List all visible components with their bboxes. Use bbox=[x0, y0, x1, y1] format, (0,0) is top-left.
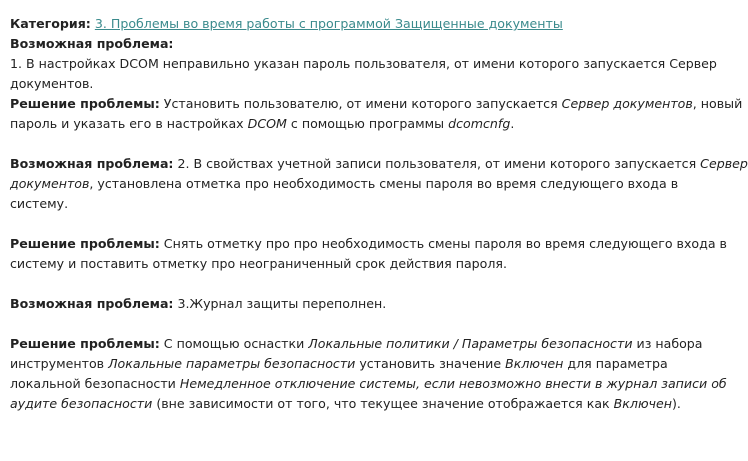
solution-3-line-2 bbox=[10, 354, 668, 374]
solution-1-label: Решение проблемы: bbox=[10, 96, 160, 111]
problem-3-text: 3.Журнал защиты переполнен. bbox=[173, 296, 387, 311]
solution-1-text-a: Установить пользователю, от имени которого запускается bbox=[159, 96, 562, 111]
problem-2-line-3: систему. bbox=[10, 196, 69, 211]
solution-3-text-a: С помощью оснастки bbox=[159, 336, 309, 351]
solution-3-term-audit: аудите безопасности bbox=[10, 396, 153, 411]
problem-2-line-1 bbox=[10, 154, 748, 174]
solution-3-text-c: инструментов bbox=[10, 356, 109, 371]
problem-2-line-2 bbox=[10, 174, 679, 194]
solution-3-label: Решение проблемы: bbox=[10, 336, 160, 351]
solution-1-term-server: Сервер документов bbox=[561, 96, 693, 111]
category-line bbox=[10, 14, 658, 34]
solution-1-line-2 bbox=[10, 114, 658, 134]
problem-1-text-line-2: документов. bbox=[10, 76, 94, 91]
problem-2-term-documents: документов bbox=[10, 176, 90, 191]
solution-2-label: Решение проблемы: bbox=[10, 236, 160, 251]
spacer bbox=[10, 214, 658, 234]
solution-3-term-shutdown: Немедленное отключение системы, если невозможно внести в журнал записи об bbox=[179, 376, 727, 391]
spacer bbox=[10, 314, 658, 334]
solution-1-text-c: пароль и указать его в настройках bbox=[10, 116, 248, 131]
solution-2-line-1 bbox=[10, 234, 727, 254]
solution-3-line-1 bbox=[10, 334, 703, 354]
problem-2-term-server: Сервер bbox=[700, 156, 748, 171]
problem-3-line bbox=[10, 294, 658, 314]
solution-3-text-d: установить значение bbox=[355, 356, 506, 371]
category-label: Категория: bbox=[10, 16, 91, 31]
solution-1-text-b: , новый bbox=[692, 96, 743, 111]
solution-1-line-1 bbox=[10, 94, 743, 114]
solution-3-text-g: (вне зависимости от того, что текущее значение отображается как bbox=[152, 396, 614, 411]
solution-2-line-2: систему и поставить отметку про неограниченный срок действия пароля. bbox=[10, 256, 507, 271]
solution-3-line-3 bbox=[10, 374, 727, 394]
solution-1-term-dcomcnfg: dcomcnfg bbox=[448, 116, 511, 131]
spacer bbox=[10, 134, 658, 154]
problem-3-label: Возможная проблема: bbox=[10, 296, 174, 311]
problem-1-label-line bbox=[10, 34, 658, 54]
solution-3-term-enabled: Включен bbox=[505, 356, 564, 371]
category-link[interactable]: 3. Проблемы во время работы с программой Защищенные документы bbox=[94, 16, 563, 31]
problem-2-text-a: 2. В свойствах учетной записи пользователя, от имени которого запускается bbox=[173, 156, 701, 171]
problem-2-text-b: , установлена отметка про необходимость смены пароля во время следующего входа в bbox=[89, 176, 679, 191]
solution-3-text-b: из набора bbox=[632, 336, 703, 351]
problem-1-text-line-1: 1. В настройках DCOM неправильно указан пароль пользователя, от имени которого запускается Сервер bbox=[10, 56, 717, 71]
solution-3-text-h: ). bbox=[671, 396, 681, 411]
spacer bbox=[10, 274, 658, 294]
solution-2-text-a: Снять отметку про про необходимость смены пароля во время следующего входа в bbox=[159, 236, 727, 251]
solution-1-text-e: . bbox=[510, 116, 515, 131]
problem-1-label: Возможная проблема: bbox=[10, 36, 174, 51]
solution-3-text-f: локальной безопасности bbox=[10, 376, 180, 391]
solution-1-term-dcom: DCOM bbox=[247, 116, 287, 131]
solution-3-line-4 bbox=[10, 394, 681, 414]
problem-2-label: Возможная проблема: bbox=[10, 156, 174, 171]
solution-1-text-d: с помощью программы bbox=[286, 116, 449, 131]
solution-3-text-e: для параметра bbox=[563, 356, 668, 371]
solution-3-term-local-policies: Локальные политики / Параметры безопасности bbox=[308, 336, 633, 351]
solution-3-term-enabled-2: Включен bbox=[613, 396, 672, 411]
solution-3-term-local-security: Локальные параметры безопасности bbox=[108, 356, 356, 371]
